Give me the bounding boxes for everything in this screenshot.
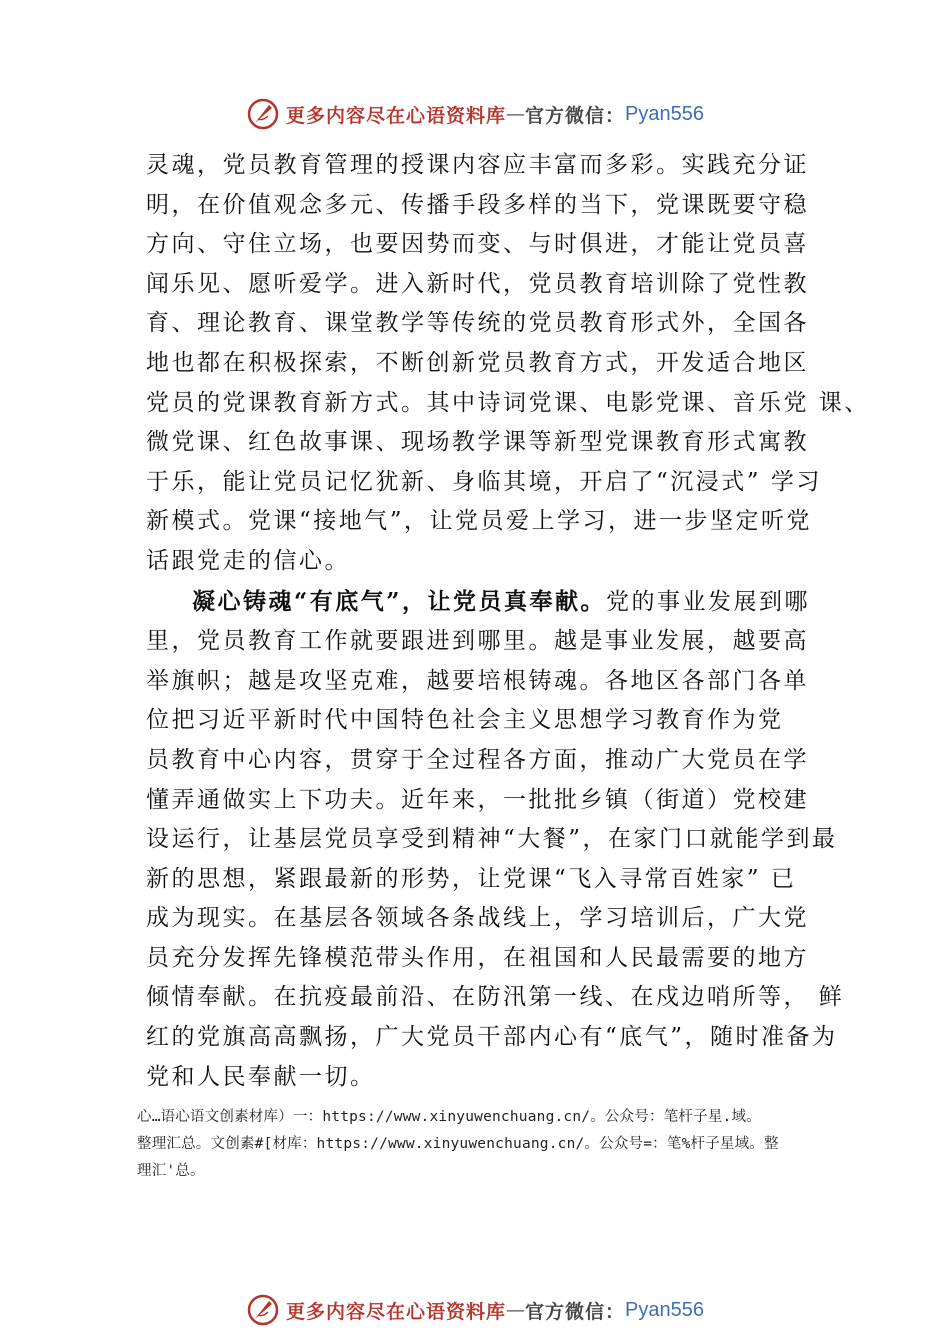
text-line: 地也都在积极探索，不断创新党员教育方式，开发适合地区 bbox=[146, 349, 809, 376]
text-line: 里，党员教育工作就要跟进到哪里。越是事业发展，越要高 bbox=[146, 628, 809, 655]
text-line: 明，在价值观念多元、传播手段多样的当下，党课既要守稳 bbox=[146, 191, 809, 218]
footer-banner bbox=[0, 1290, 950, 1330]
text-line: 倾情奉献。在抗疫最前沿、在防汛第一线、在戍边哨所等， 鲜 bbox=[146, 984, 845, 1011]
banner-wechat-id: Pyan556 bbox=[625, 102, 704, 125]
text-line: 党和人民奉献一切。 bbox=[146, 1063, 376, 1090]
quill-logo-icon bbox=[246, 1293, 280, 1327]
text-line: 方向、守住立场，也要因势而变、与时俱进，才能让党员喜 bbox=[146, 231, 809, 258]
paragraph-heading: 凝心铸魂“有底气”，让党员真奉献。 bbox=[192, 587, 606, 615]
footnote-line: 整理汇总。文创素#[材库：https://www.xinyuwenchuang.cn/。公众号=：笔%杆子星域。整 bbox=[137, 1136, 779, 1152]
text-line: 闻乐见、愿听爱学。进入新时代，党员教育培训除了党性教 bbox=[146, 270, 809, 297]
text-line: 新模式。党课“接地气”，让党员爱上学习，进一步坚定听党 bbox=[146, 508, 813, 535]
text-line: 位把习近平新时代中国特色社会主义思想学习教育作为党 bbox=[146, 707, 784, 734]
text-line: 红的党旗高高飘扬，广大党员干部内心有“底气”，随时准备为 bbox=[146, 1024, 838, 1051]
text-line: 举旗帜；越是攻坚克难，越要培根铸魂。各地区各部门各单 bbox=[146, 667, 809, 694]
banner-brand: 更多内容尽在心语资料库 bbox=[286, 1300, 507, 1323]
text-line: 灵魂，党员教育管理的授课内容应丰富而多彩。实践充分证 bbox=[146, 152, 809, 178]
text-line bbox=[146, 582, 836, 623]
text-line: 新的思想，紧跟最新的形势，让党课“飞入寻常百姓家” 已 bbox=[146, 865, 797, 892]
paragraph-1 bbox=[146, 146, 870, 582]
banner-wechat-id: Pyan556 bbox=[625, 1298, 704, 1321]
quill-logo-icon bbox=[246, 97, 280, 131]
banner-wechat-label: 官方微信： bbox=[525, 1300, 626, 1323]
text-line: 员充分发挥先锋模范带头作用，在祖国和人民最需要的地方 bbox=[146, 944, 809, 971]
banner-brand: 更多内容尽在心语资料库 bbox=[286, 104, 507, 127]
text-line: 懂弄通做实上下功夫。近年来，一批批乡镇（街道）党校建 bbox=[146, 786, 809, 813]
source-footnote bbox=[137, 1104, 857, 1185]
banner-separator: — bbox=[506, 1299, 526, 1321]
text-line: 成为现实。在基层各领域各条战线上，学习培训后，广大党 bbox=[146, 905, 809, 932]
banner-wechat-label: 官方微信： bbox=[525, 104, 626, 127]
heading-line-rest: 党的事业发展到哪 bbox=[605, 588, 810, 615]
article-body bbox=[146, 146, 870, 1097]
text-line: 微党课、红色故事课、现场教学课等新型党课教育形式寓教 bbox=[146, 429, 809, 456]
banner-separator: — bbox=[506, 103, 526, 125]
text-line: 育、理论教育、课堂教学等传统的党员教育形式外，全国各 bbox=[146, 310, 809, 337]
footnote-line: 理汇'总。 bbox=[137, 1163, 205, 1179]
footnote-line: 心…语心语文创素材库）一：https://www.xinyuwenchuang.cn/。公众号：笔杆子星.域。 bbox=[137, 1109, 761, 1125]
header-banner bbox=[0, 94, 950, 134]
text-line: 话跟党走的信心。 bbox=[146, 547, 350, 574]
text-line: 党员的党课教育新方式。其中诗词党课、电影党课、音乐党 课、 bbox=[146, 389, 870, 416]
text-line: 设运行，让基层党员享受到精神“大餐”，在家门口就能学到最 bbox=[146, 826, 838, 853]
text-line: 员教育中心内容，贯穿于全过程各方面，推动广大党员在学 bbox=[146, 746, 809, 773]
paragraph-2 bbox=[146, 582, 845, 1098]
text-line: 于乐，能让党员记忆犹新、身临其境，开启了“沉浸式” 学习 bbox=[146, 468, 822, 495]
